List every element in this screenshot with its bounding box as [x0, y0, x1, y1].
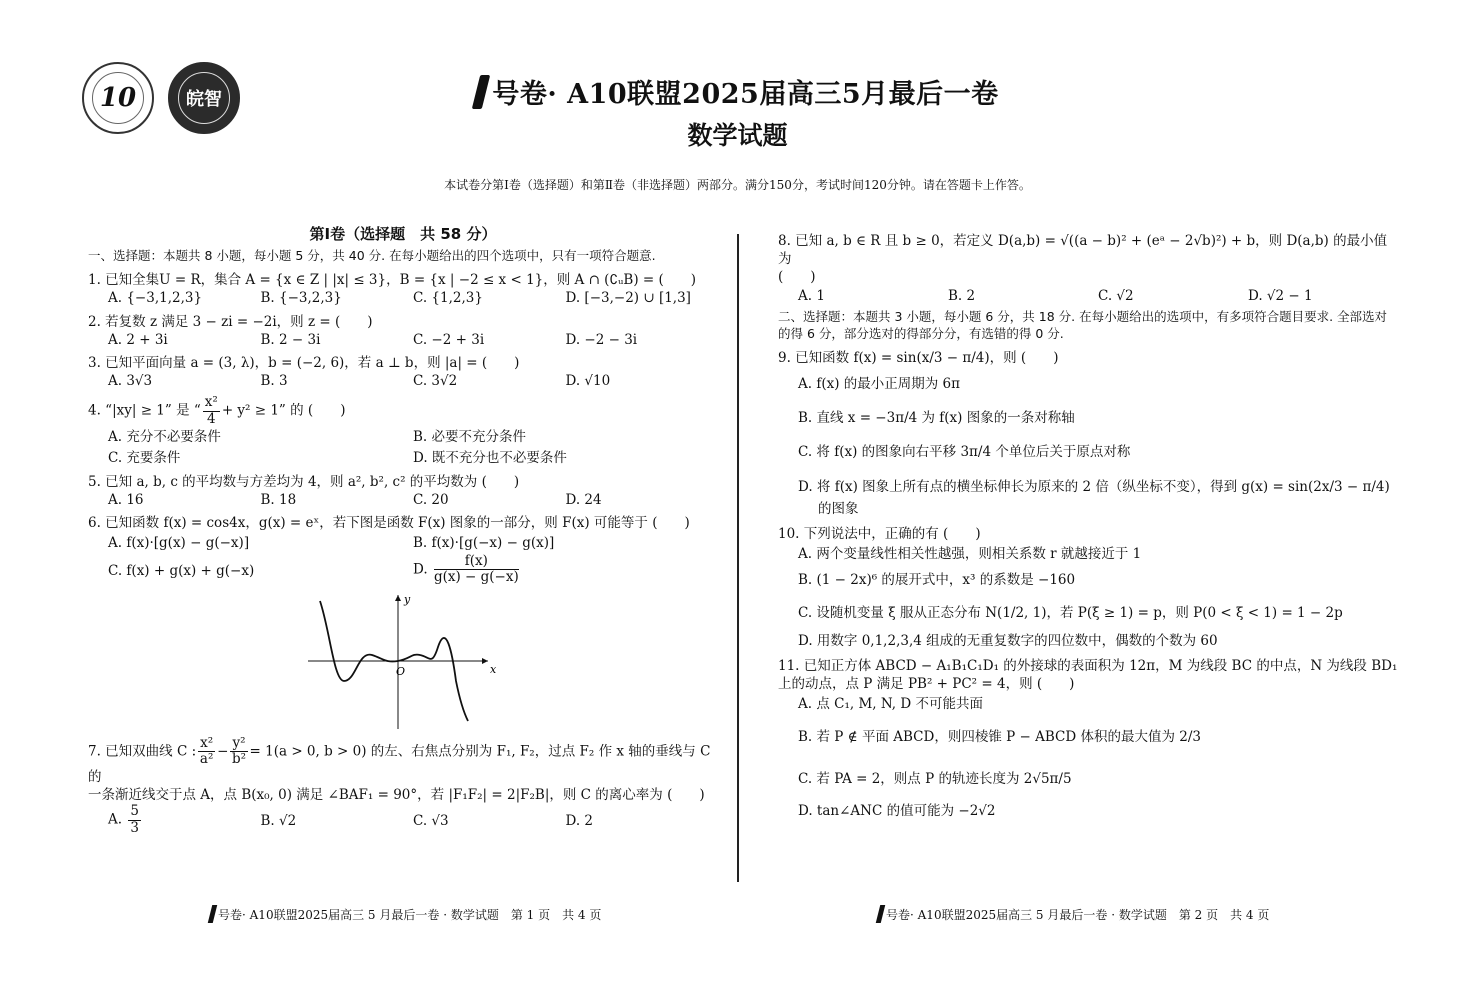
option-b: B. 3: [260, 373, 288, 390]
stem-part: 7. 已知双曲线 C :: [88, 743, 197, 760]
stem-part: + y² ≥ 1” 的 ( ): [221, 402, 346, 419]
brand-name: 号卷: [492, 79, 548, 110]
y-axis-arrow-icon: [395, 595, 401, 601]
option-a: A. 16: [108, 492, 144, 509]
question-stem: 5. 已知 a, b, c 的平均数与方差均为 4，则 a², b², c² 的平均数为 ( ): [88, 473, 520, 490]
question-9: [778, 349, 1398, 520]
exam-title: [0, 72, 1475, 111]
question-stem-line2: 一条渐近线交于点 A，点 B(x₀, 0) 满足 ∠BAF₁ = 90°，若 |F₁F₂| = 2|F₂B|，则 C 的离心率为 ( ): [88, 787, 705, 804]
question-5: [88, 473, 718, 509]
left-column: [88, 224, 718, 836]
option-a: A. 点 C₁, M, N, D 不可能共面: [798, 696, 983, 713]
option-c: C. 充要条件: [108, 449, 181, 466]
question-stem-line2: 上的动点，点 P 满足 PB² + PC² = 4，则 ( ): [778, 676, 1075, 693]
option-c: C. √2: [1098, 287, 1134, 304]
option-b: B. 2 − 3i: [260, 331, 321, 348]
question-1: [88, 271, 718, 307]
option-a: A. 3√3: [108, 373, 153, 390]
y-axis-label: y: [404, 592, 411, 606]
brand-mark-icon: [876, 905, 885, 923]
question-6: [88, 514, 718, 730]
option-c: C. √3: [413, 813, 449, 830]
option-a: A. 1: [798, 287, 825, 304]
option-d: D. −2 − 3i: [565, 331, 638, 348]
fraction-denominator: g(x) − g(−x): [433, 569, 519, 586]
fraction-numerator: 5: [130, 803, 139, 820]
fraction-denominator: 3: [130, 819, 139, 836]
question-stem: [88, 395, 718, 427]
wanzhi-logo-mark: 皖智: [178, 72, 230, 124]
option-a: [108, 804, 261, 836]
footer-text: · A10联盟2025届高三 5 月最后一卷 · 数学试题 第 2 页 共 4 页: [910, 908, 1270, 922]
option-d: D. √10: [565, 373, 611, 390]
question-stem: 6. 已知函数 f(x) = cos4x，g(x) = eˣ，若下图是函数 F(x) 图象的一部分，则 F(x) 可能等于 ( ): [88, 515, 690, 532]
option-d: D. [−3,−2) ∪ [1,3]: [565, 290, 691, 307]
fraction: [434, 554, 519, 586]
stem-part: = 1(a > 0, b > 0) 的左、右焦点分别为 F₁, F₂，过点 F₂ 作 x 轴的垂线与 C 的: [88, 743, 711, 785]
option-d: D. 既不充分也不必要条件: [413, 449, 567, 466]
option-b: B. 必要不充分条件: [413, 429, 527, 446]
option-a: A. 2 + 3i: [108, 331, 168, 348]
question-stem: [88, 736, 718, 786]
question-stem: 1. 已知全集U = R，集合 A = {x ∈ Z | |x| ≤ 3}，B = {x | −2 ≤ x < 1}，则 A ∩ (∁ᵤB) = ( ): [88, 272, 697, 289]
option-c: C. 3√2: [413, 373, 458, 390]
exam-title-text: · A10联盟2025届高三5月最后一卷: [547, 79, 999, 110]
question-2: [88, 313, 718, 349]
fraction-numerator: f(x): [434, 554, 519, 571]
fraction-numerator: x²: [204, 394, 218, 411]
option-a: A. f(x)·[g(x) − g(−x)]: [108, 534, 250, 551]
fraction: [198, 736, 215, 768]
section2-heading: 二、选择题：本题共 3 小题，每小题 6 分，共 18 分. 在每小题给出的选项中，有多项符合题目要求. 全部选对的得 6 分，部分选对的得部分分，有选错的得 0 分.: [778, 308, 1388, 341]
option-c: C. 设随机变量 ξ 服从正态分布 N(1/2, 1)，若 P(ξ ≥ 1) = p，则 P(0 < ξ < 1) = 1 − 2p: [798, 604, 1343, 621]
option-a: A. f(x) 的最小正周期为 6π: [798, 375, 961, 392]
origin-label: O: [396, 664, 406, 678]
option-a: A. {−3,1,2,3}: [108, 290, 203, 307]
option-a: A. 充分不必要条件: [108, 429, 221, 446]
option-d: D. 将 f(x) 图象上所有点的横坐标伸长为原来的 2 倍（纵坐标不变），得到 g(x) = sin(2x/3 − π/4): [798, 478, 1390, 495]
option-b: B. 直线 x = −3π/4 为 f(x) 图象的一条对称轴: [798, 410, 1075, 427]
question-stem: 9. 已知函数 f(x) = sin(x/3 − π/4)，则 ( ): [778, 349, 1059, 366]
option-c: C. {1,2,3}: [413, 290, 483, 307]
fraction: [203, 395, 220, 427]
brand-mark-icon: [472, 75, 490, 109]
option-label: A.: [108, 811, 123, 828]
fraction: [230, 736, 247, 768]
footer-left: [210, 905, 601, 923]
option-b: B. f(x)·[g(−x) − g(x)]: [413, 534, 555, 551]
option-c: C. 将 f(x) 的图象向右平移 3π/4 个单位后关于原点对称: [798, 444, 1131, 461]
question-paren: ( ): [778, 269, 816, 286]
option-c: C. f(x) + g(x) + g(−x): [108, 562, 255, 579]
option-c: C. −2 + 3i: [413, 331, 485, 348]
fraction: [128, 804, 141, 836]
minus-sign: −: [217, 743, 229, 760]
footer-brand: 号卷: [218, 908, 243, 922]
question-11: [778, 657, 1398, 822]
option-d: D. 24: [565, 492, 602, 509]
question-3: [88, 354, 718, 390]
section1-heading: 一、选择题：本题共 8 小题，每小题 5 分，共 40 分. 在每小题给出的四个选项中，只有一项符合题意.: [88, 248, 656, 264]
option-d: D. √2 − 1: [1248, 287, 1313, 304]
brand-mark-icon: [208, 905, 217, 923]
footer-right: [878, 905, 1269, 923]
option-d: D. 2: [565, 813, 594, 830]
subject-title: 数学试题: [687, 121, 788, 150]
part1-title: 第Ⅰ卷（选择题 共 58 分）: [309, 225, 497, 243]
function-graph: [298, 591, 498, 731]
option-label: D.: [413, 561, 428, 578]
fraction-denominator: 4: [207, 410, 216, 427]
option-d: D. 用数字 0,1,2,3,4 组成的无重复数字的四位数中，偶数的个数为 60: [798, 632, 1218, 649]
fraction-denominator: a²: [199, 751, 214, 768]
footer-brand: 号卷: [886, 908, 911, 922]
question-7: [88, 736, 718, 837]
question-10: [778, 525, 1398, 652]
question-8: [778, 232, 1398, 305]
intro-note: 本试卷分第Ⅰ卷（选择题）和第Ⅱ卷（非选择题）两部分。满分150分，考试时间120分钟。请在答题卡上作答。: [444, 178, 1031, 192]
option-a: A. 两个变量线性相关性越强，则相关系数 r 就越接近于 1: [798, 546, 1142, 563]
option-c: C. 20: [413, 492, 449, 509]
option-b: B. (1 − 2x)⁶ 的展开式中，x³ 的系数是 −160: [798, 572, 1076, 589]
league-logo-mark: 10: [92, 72, 144, 124]
option-d: D. tan∠ANC 的值可能为 −2√2: [798, 803, 996, 820]
option-b: B. 若 P ∉ 平面 ABCD，则四棱锥 P − ABCD 体积的最大值为 2/3: [798, 728, 1201, 745]
option-b: B. {−3,2,3}: [260, 290, 342, 307]
x-axis-label: x: [490, 662, 497, 676]
question-stem: 10. 下列说法中，正确的有 ( ): [778, 525, 981, 542]
fraction-numerator: y²: [232, 734, 246, 751]
option-b: B. 2: [948, 287, 976, 304]
option-b: B. 18: [260, 492, 297, 509]
footer-text: · A10联盟2025届高三 5 月最后一卷 · 数学试题 第 1 页 共 4 页: [242, 908, 602, 922]
fraction-numerator: x²: [200, 734, 214, 751]
x-axis-arrow-icon: [482, 658, 488, 664]
option-b: B. √2: [260, 813, 297, 830]
right-column: [778, 232, 1398, 822]
question-stem: 2. 若复数 z 满足 3 − zi = −2i，则 z = ( ): [88, 313, 373, 330]
option-d: [413, 554, 718, 586]
stem-part: 4. “|xy| ≥ 1” 是 “: [88, 402, 201, 419]
question-stem: 3. 已知平面向量 a = (3, λ)，b = (−2, 6)，若 a ⊥ b，则 |a| = ( ): [88, 355, 520, 371]
question-stem: 8. 已知 a, b ∈ R 且 b ≥ 0，若定义 D(a,b) = √((a − b)² + (eᵃ − 2√b)²) + b，则 D(a,b) 的最小值为: [778, 233, 1388, 268]
question-stem: 11. 已知正方体 ABCD − A₁B₁C₁D₁ 的外接球的表面积为 12π，M 为线段 BC 的中点，N 为线段 BD₁: [778, 658, 1398, 675]
column-divider: [737, 234, 739, 882]
fraction-denominator: b²: [231, 751, 247, 768]
option-d-tail: 的图象: [818, 500, 859, 517]
option-c: C. 若 PA = 2，则点 P 的轨迹长度为 2√5π/5: [798, 770, 1072, 787]
question-4: [88, 395, 718, 467]
